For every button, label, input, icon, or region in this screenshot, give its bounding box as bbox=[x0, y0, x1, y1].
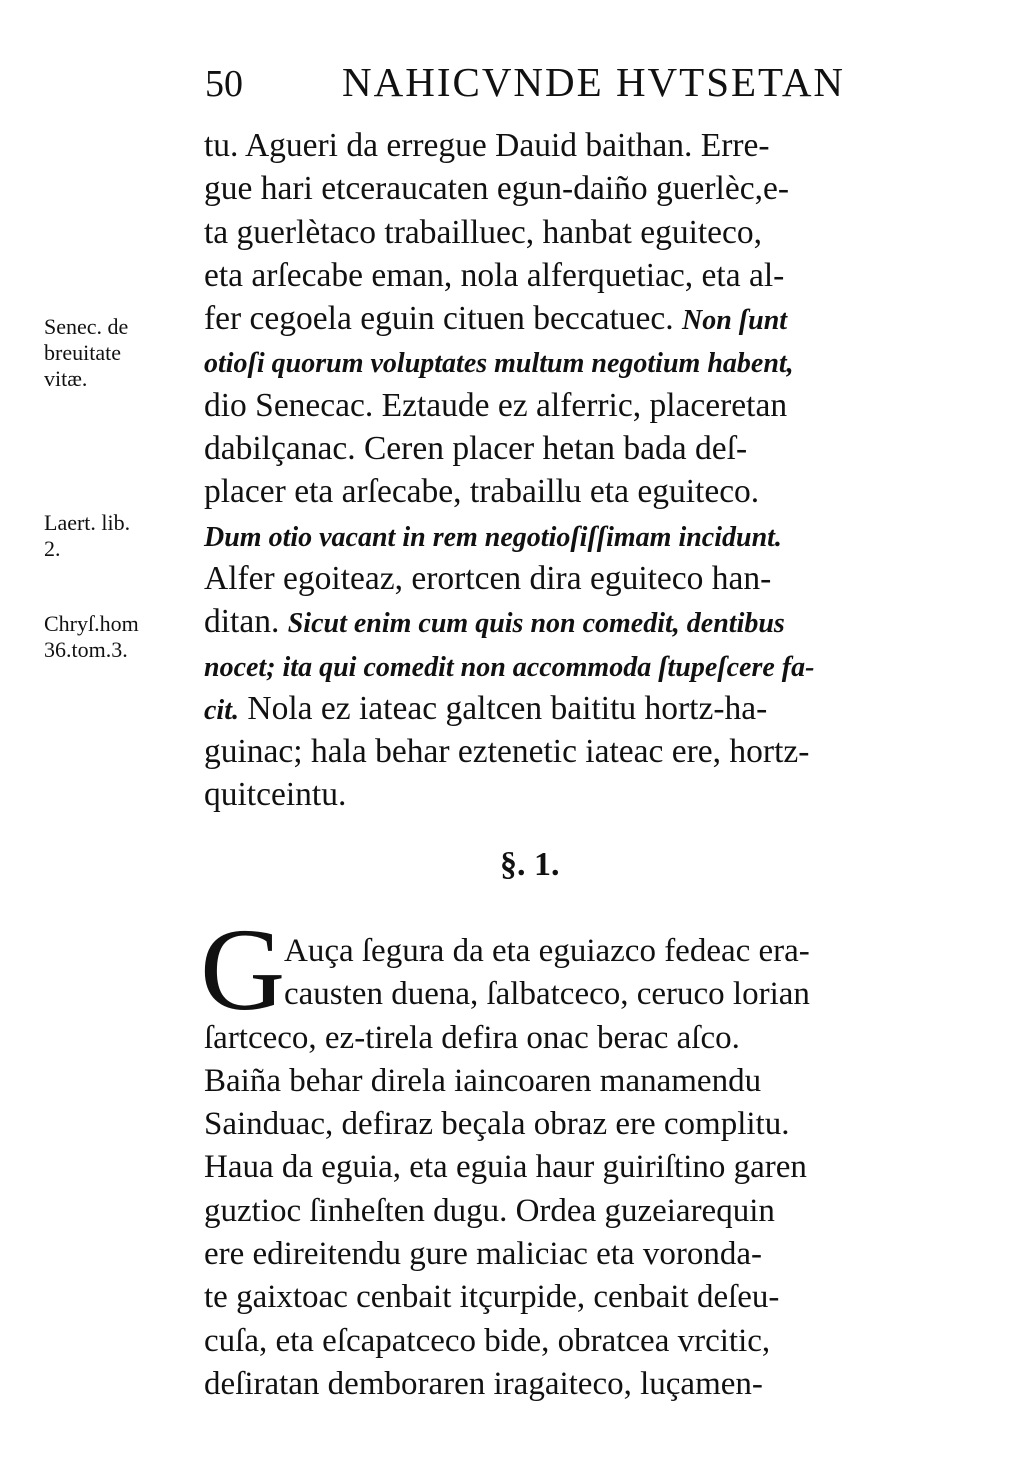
text-line bbox=[204, 773, 920, 816]
text-line: Baiña behar direla iaincoaren manamendu bbox=[204, 1062, 762, 1099]
latin-quote: Non ſunt bbox=[682, 305, 788, 337]
margin-note-line: breuitate bbox=[44, 340, 121, 365]
text-line: te gaixtoac cenbait itçurpide, cenbait deſeu- bbox=[204, 1279, 780, 1316]
margin-note-line: Chryſ.hom bbox=[44, 611, 139, 636]
text-line: Haua da eguia, eta eguia haur guiriſtino garen bbox=[204, 1149, 807, 1186]
line-text: quitceintu. bbox=[204, 776, 347, 814]
margin-note-chrysostom bbox=[44, 611, 194, 663]
page-number: 50 bbox=[205, 63, 243, 105]
line-text: guinac; hala behar eztenetic iateac ere, hortz- bbox=[204, 733, 810, 771]
text-line bbox=[204, 644, 920, 687]
line-text: placer eta arſecabe, trabaillu eta eguiteco. bbox=[204, 473, 760, 511]
line-text: tu. Agueri da erregue Dauid baithan. Erre- bbox=[204, 127, 770, 164]
margin-note-line: vitæ. bbox=[44, 366, 88, 391]
text-line bbox=[204, 427, 920, 470]
line-text: eta arſecabe eman, nola alferquetiac, eta al- bbox=[204, 256, 785, 294]
text-line: ere edireitendu gure maliciac eta voronda- bbox=[204, 1236, 762, 1273]
margin-note-line: Senec. de bbox=[44, 314, 129, 339]
text-line bbox=[204, 211, 920, 254]
margin-note-line: Laert. lib. bbox=[44, 510, 131, 535]
line-text: dio Senecac. Eztaude ez alferric, placeretan bbox=[204, 386, 788, 424]
text-line bbox=[204, 254, 920, 297]
text-line bbox=[204, 557, 920, 600]
text-line bbox=[204, 340, 920, 383]
text-line bbox=[204, 167, 920, 210]
margin-note-line: 36.tom.3. bbox=[44, 637, 128, 662]
latin-quote: otioſi quorum voluptates multum negotium habent, bbox=[204, 348, 794, 380]
margin-note-line: 2. bbox=[44, 536, 61, 561]
margin-note-laertius bbox=[44, 510, 194, 562]
main-text-block bbox=[204, 124, 920, 817]
line-text: Nola ez iateac galtcen baititu hortz-ha- bbox=[239, 689, 768, 727]
latin-quote: cit. bbox=[204, 694, 239, 726]
margin-note-seneca bbox=[44, 314, 194, 392]
text-line bbox=[204, 514, 920, 557]
running-title: NAHICVNDE HVTSETAN bbox=[342, 59, 846, 105]
text-line: deſiratan demboraren iragaiteco, luçamen- bbox=[204, 1365, 763, 1402]
text-line: cuſa, eta eſcapatceco bide, obratcea vrcitic, bbox=[204, 1322, 771, 1359]
drop-cap: G bbox=[200, 904, 286, 1035]
text-line bbox=[204, 384, 920, 427]
line-text: fer cegoela eguin cituen beccatuec. bbox=[204, 300, 683, 338]
second-paragraph bbox=[204, 930, 920, 1406]
text-line: guztioc ſinheſten dugu. Ordea guzeiarequin bbox=[204, 1192, 775, 1229]
line-text: gue hari etceraucaten egun-daiño guerlèc,e- bbox=[204, 170, 789, 208]
line-text: ta guerlètaco trabailluec, hanbat eguiteco, bbox=[204, 213, 763, 251]
text-line: causten duena, ſalbatceco, ceruco lorian bbox=[284, 976, 810, 1013]
line-text: Alfer egoiteaz, erortcen dira eguiteco han- bbox=[204, 559, 772, 597]
text-line bbox=[204, 687, 920, 730]
text-line bbox=[204, 124, 920, 167]
latin-quote: Sicut enim cum quis non comedit, dentibus bbox=[287, 608, 785, 640]
text-line bbox=[204, 470, 920, 513]
line-text: ditan. bbox=[204, 603, 288, 641]
text-line: Sainduac, defiraz beçala obraz ere complitu. bbox=[204, 1106, 790, 1143]
latin-quote: Dum otio vacant in rem negotioſiſſimam incidunt. bbox=[204, 521, 782, 553]
section-heading: §. 1. bbox=[500, 846, 560, 883]
text-line bbox=[204, 600, 920, 643]
text-line: ſartceco, ez-tirela defira onac berac aſco. bbox=[204, 1019, 740, 1056]
page-header bbox=[205, 58, 925, 108]
latin-quote: nocet; ita qui comedit non accommoda ſtupeſcere fa- bbox=[204, 651, 815, 683]
text-line: Auça ſegura da eta eguiazco fedeac era- bbox=[284, 933, 810, 969]
line-text: dabilçanac. Ceren placer hetan bada deſ- bbox=[204, 430, 748, 468]
text-line bbox=[204, 730, 920, 773]
text-line bbox=[204, 297, 920, 340]
